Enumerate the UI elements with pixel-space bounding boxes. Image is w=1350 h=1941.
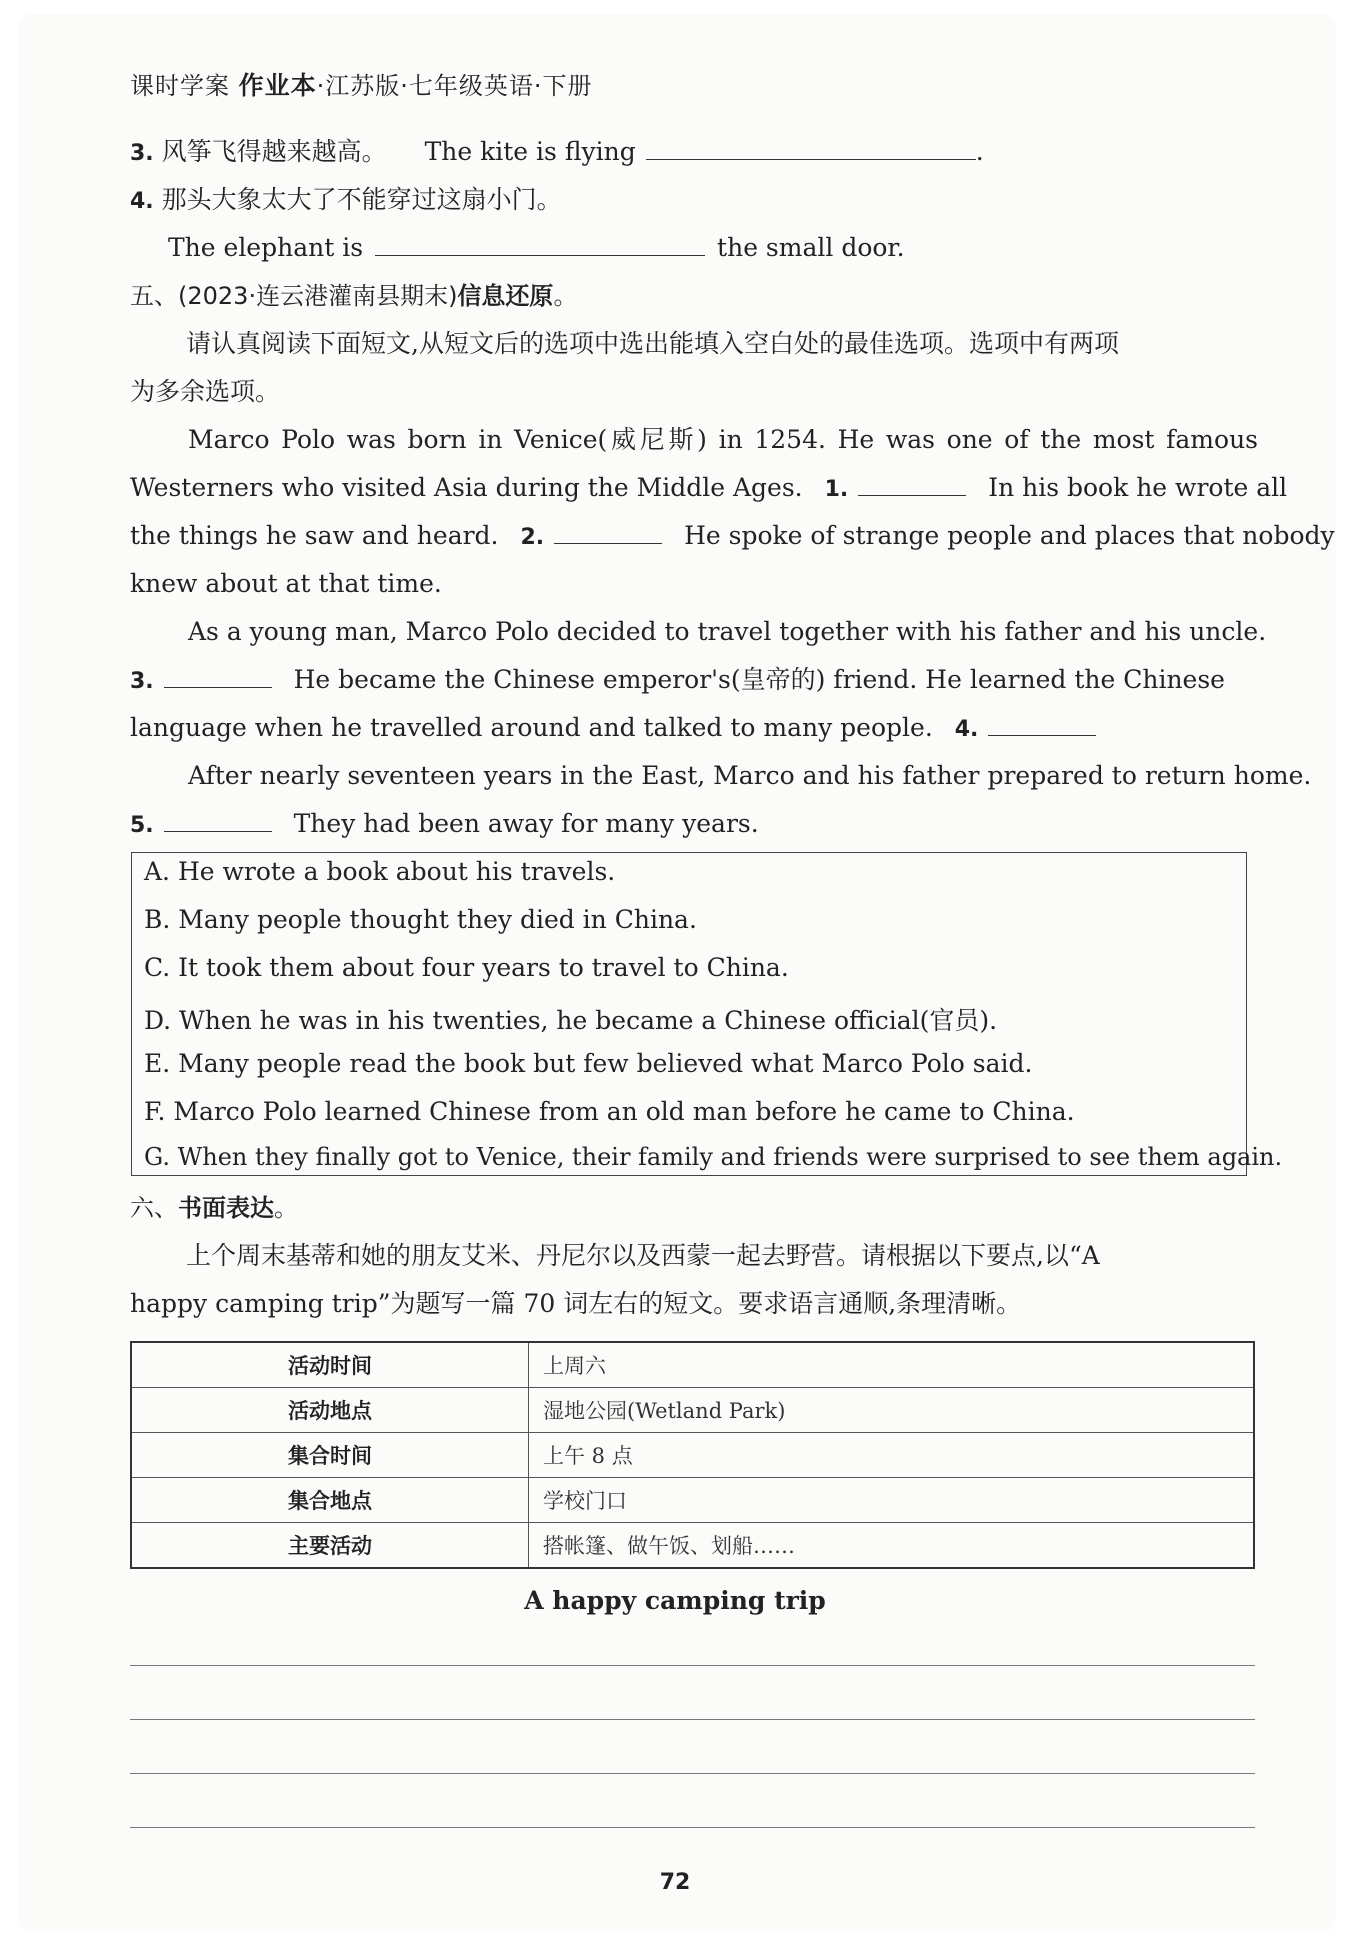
table-row [131, 1388, 1254, 1433]
passage-text: Westerners who visited Asia during the Middle Ages. [130, 473, 803, 502]
option-c: C. It took them about four years to travel to China. [144, 953, 789, 982]
passage-p2-line2 [130, 662, 1260, 700]
section-5-instruction-1: 请认真阅读下面短文,从短文后的选项中选出能填入空白处的最佳选项。选项中有两项 [186, 329, 1119, 358]
table-row [131, 1433, 1254, 1478]
writing-line[interactable] [130, 1665, 1255, 1666]
table-value: 搭帐篷、做午饭、划船…… [529, 1523, 1255, 1569]
table-row [131, 1523, 1254, 1569]
passage-text: language when he travelled around and talked to many people. [130, 713, 933, 742]
section-6-instruction-1: 上个周末基蒂和她的朋友艾米、丹尼尔以及西蒙一起去野营。请根据以下要点,以“A [186, 1241, 1100, 1270]
section-6-instruction-2: happy camping trip”为题写一篇 70 词左右的短文。要求语言通顺,条理清晰。 [130, 1289, 1022, 1318]
question-english-end: the small door. [717, 233, 905, 262]
option-e: E. Many people read the book but few believed what Marco Polo said. [144, 1049, 1033, 1078]
table-key: 活动时间 [131, 1342, 529, 1388]
writing-line[interactable] [130, 1827, 1255, 1828]
option-b: B. Many people thought they died in China. [144, 905, 697, 934]
passage-p1-line2 [130, 470, 1288, 508]
options-box [131, 852, 1283, 1176]
question-number: 3. [130, 141, 154, 166]
passage-p1-line3 [130, 518, 1335, 556]
section-6-title [130, 1190, 1260, 1226]
essay-title: A happy camping trip [524, 1586, 826, 1615]
blank-number: 3. [130, 669, 154, 694]
section-heading-end: 。 [274, 1194, 298, 1222]
table-key: 主要活动 [131, 1523, 529, 1569]
answer-blank[interactable] [988, 711, 1096, 736]
info-table [130, 1341, 1255, 1569]
passage-text: In his book he wrote all [988, 473, 1288, 502]
section-heading: 书面表达 [178, 1194, 274, 1222]
passage-p2-line1: As a young man, Marco Polo decided to travel together with his father and his uncle. [188, 617, 1267, 646]
question-4-english [168, 230, 1298, 266]
passage-text: They had been away for many years. [293, 809, 759, 838]
answer-blank[interactable] [554, 519, 662, 544]
question-end: . [975, 137, 984, 166]
question-chinese: 风筝飞得越来越高。 [161, 137, 387, 166]
blank-number: 2. [520, 525, 545, 550]
section-heading-end: 。 [553, 282, 578, 310]
page-number: 72 [659, 1870, 691, 1895]
page-header [130, 66, 593, 102]
question-4 [130, 182, 1260, 220]
option-f: F. Marco Polo learned Chinese from an old man before he came to China. [144, 1097, 1075, 1126]
table-key: 集合时间 [131, 1433, 529, 1478]
passage-p1-line1: Marco Polo was born in Venice(威尼斯) in 1254. He was one of the most famous [188, 425, 1258, 454]
section-number: 六、 [130, 1194, 178, 1222]
passage-p2-line3 [130, 710, 1260, 748]
header-product: 作业本 [238, 71, 317, 100]
answer-blank[interactable] [858, 471, 966, 496]
question-3 [130, 134, 1260, 172]
passage-p1-line4: knew about at that time. [130, 569, 442, 598]
option-a: A. He wrote a book about his travels. [144, 857, 616, 886]
section-source: 五、(2023·连云港灌南县期末) [130, 282, 458, 310]
question-english: The elephant is [168, 233, 364, 262]
option-g: G. When they finally got to Venice, their family and friends were surprised to see them again. [144, 1143, 1283, 1171]
section-5-title [130, 278, 1260, 314]
option-d: D. When he was in his twenties, he became a Chinese official(官员). [144, 1006, 998, 1035]
passage-p3-line1: After nearly seventeen years in the East, Marco and his father prepared to return home. [188, 761, 1312, 790]
header-rest: ·江苏版·七年级英语·下册 [316, 72, 593, 100]
passage-text: He became the Chinese emperor's(皇帝的) friend. He learned the Chinese [293, 665, 1225, 694]
passage-p3-line2 [130, 806, 1260, 844]
header-brand: 课时学案 [130, 72, 230, 100]
answer-blank[interactable] [164, 807, 272, 832]
passage-text: the things he saw and heard. [130, 521, 499, 550]
blank-number: 5. [130, 813, 154, 838]
table-value: 湿地公园(Wetland Park) [529, 1388, 1255, 1433]
writing-line[interactable] [130, 1719, 1255, 1720]
passage-text: He spoke of strange people and places that nobody [684, 521, 1335, 550]
table-key: 活动地点 [131, 1388, 529, 1433]
writing-line[interactable] [130, 1773, 1255, 1774]
table-value: 学校门口 [529, 1478, 1255, 1523]
blank-number: 4. [954, 717, 979, 742]
table-row [131, 1478, 1254, 1523]
section-5-instruction-2: 为多余选项。 [130, 377, 281, 406]
table-value: 上午 8 点 [529, 1433, 1255, 1478]
question-english: The kite is flying [424, 137, 636, 166]
question-number: 4. [130, 189, 154, 214]
table-row [131, 1342, 1254, 1388]
answer-blank[interactable] [375, 231, 705, 256]
table-value: 上周六 [529, 1342, 1255, 1388]
answer-blank[interactable] [164, 663, 272, 688]
answer-blank[interactable] [646, 135, 976, 160]
question-chinese: 那头大象太大了不能穿过这扇小门。 [161, 185, 562, 214]
section-heading: 信息还原 [457, 282, 554, 310]
blank-number: 1. [824, 477, 849, 502]
table-key: 集合地点 [131, 1478, 529, 1523]
